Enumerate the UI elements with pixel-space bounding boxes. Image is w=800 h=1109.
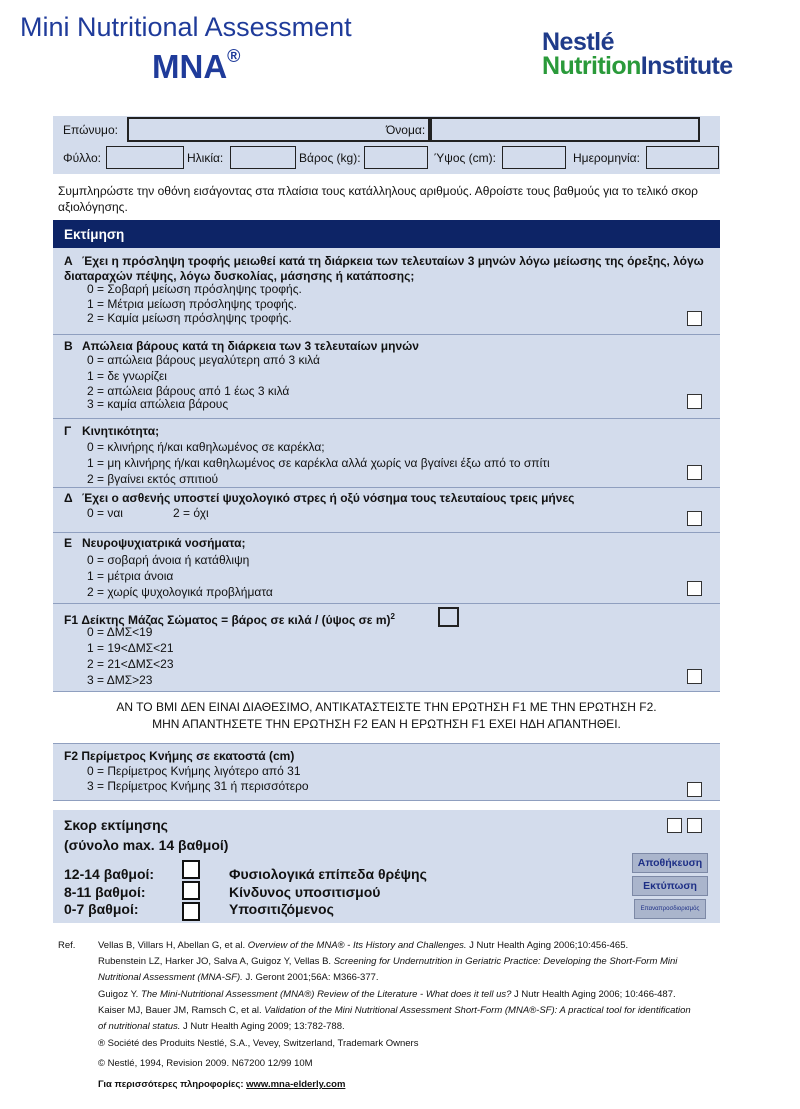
date-label: Ημερομηνία: <box>573 151 640 165</box>
question-title: Ε Νευροψυχιατρικά νοσήματα; <box>64 536 246 550</box>
page-title: Mini Nutritional Assessment <box>20 12 352 42</box>
copyright-line: © Nestlé, 1994, Revision 2009. N67200 12/99 10M <box>98 1058 313 1069</box>
sex-label: Φύλλο: <box>63 151 101 165</box>
option: 2 = απώλεια βάρους από 1 έως 3 κιλά <box>87 384 290 398</box>
save-button[interactable]: Αποθήκευση <box>632 853 708 873</box>
reference-line: Kaiser MJ, Bauer JM, Ramsch C, et al. Validation of the Mini Nutritional Assessment Short-Form (MNA®-SF): A practical tool for identification <box>98 1005 691 1016</box>
option: 0 = απώλεια βάρους μεγαλύτερη από 3 κιλά <box>87 353 320 367</box>
more-info: Για περισσότερες πληροφορίες: www.mna-elderly.com <box>98 1079 346 1090</box>
option: 0 = Σοβαρή μείωση πρόσληψης τροφής. <box>87 282 302 296</box>
reference-line: Vellas B, Villars H, Abellan G, et al. Overview of the MNA® - Its History and Challenges. J Nutr Health Aging 2006;10:456-465. <box>98 940 629 951</box>
score-input-f1[interactable] <box>687 669 702 684</box>
option: 0 = Περίμετρος Κνήμης λιγότερο από 31 <box>87 764 301 778</box>
normal-box[interactable] <box>182 860 200 879</box>
score-input-b[interactable] <box>687 394 702 409</box>
sex-field[interactable] <box>106 146 184 169</box>
surname-field[interactable] <box>127 117 430 142</box>
reference-line: Rubenstein LZ, Harker JO, Salva A, Guigoz Y, Vellas B. Screening for Undernutrition in Geriatric Practice: Developing the Short-Form Mini <box>98 956 678 967</box>
print-button[interactable]: Εκτύπωση <box>632 876 708 896</box>
section-header: Εκτίμηση <box>53 220 720 248</box>
question-f2 <box>53 743 720 801</box>
mna-title: MNA® <box>152 46 241 85</box>
surname-label: Επώνυμο: <box>63 123 118 137</box>
option: 3 = Περίμετρος Κνήμης 31 ή περισσότερο <box>87 779 309 793</box>
status-label: Υποσιτιζόμενος <box>229 901 334 917</box>
patient-info-panel <box>53 116 720 174</box>
option: 1 = δε γνωρίζει <box>87 369 167 383</box>
malnourished-box[interactable] <box>182 902 200 921</box>
option: 2 = Καμία μείωση πρόσληψης τροφής. <box>87 311 292 325</box>
option: 1 = 19<ΔΜΣ<21 <box>87 641 174 655</box>
score-input-e[interactable] <box>687 581 702 596</box>
age-field[interactable] <box>230 146 296 169</box>
ref-label: Ref. <box>58 940 76 951</box>
question-e <box>53 533 720 604</box>
reference-line: of nutritional status. J Nutr Health Aging 2009; 13:782-788. <box>98 1021 345 1032</box>
option: 3 = καμία απώλεια βάρους <box>87 397 229 411</box>
logo-line1: Nestlé <box>542 28 615 56</box>
score-input-d[interactable] <box>687 511 702 526</box>
instructions: Συμπληρώστε την οθόνη εισάγοντας στα πλαίσια τους κατάλληλους αριθμούς. Αθροίστε τους βαθμούς για το τελικό σκορ αξιολόγησης. <box>58 184 698 214</box>
option: 2 = όχι <box>173 506 209 520</box>
option: 0 = ΔΜΣ<19 <box>87 625 153 639</box>
score-input-g[interactable] <box>687 465 702 480</box>
score-input-f2[interactable] <box>687 782 702 797</box>
range-label: 8-11 βαθμοί: <box>64 884 146 900</box>
nestle-logo <box>542 30 733 78</box>
option: 2 = βγαίνει εκτός σπιτιού <box>87 472 219 486</box>
score-panel <box>53 810 720 923</box>
option: 2 = χωρίς ψυχολογικά προβλήματα <box>87 585 273 599</box>
option: 1 = Μέτρια μείωση πρόσληψης τροφής. <box>87 297 297 311</box>
status-label: Φυσιολογικά επίπεδα θρέψης <box>229 866 427 882</box>
reset-button[interactable]: Επαναπροσδιορισμός <box>634 899 706 919</box>
question-g <box>53 419 720 488</box>
option: 0 = κλινήρης ή/και καθηλωμένος σε καρέκλα; <box>87 440 325 454</box>
score-subtitle: (σύνολο max. 14 βαθμοί) <box>64 837 229 853</box>
question-f1 <box>53 604 720 692</box>
name-label: Όνομα: <box>386 123 426 137</box>
question-b <box>53 335 720 419</box>
website-link[interactable]: www.mna-elderly.com <box>246 1079 346 1090</box>
logo-line2: NutritionInstitute <box>542 52 733 80</box>
f2-note-line2: ΜΗΝ ΑΠΑΝΤΗΣΕΤΕ ΤΗΝ ΕΡΩΤΗΣΗ F2 ΕΑΝ Η ΕΡΩΤΗΣΗ F1 ΕΧΕΙ ΗΔΗ ΑΠΑΝΤΗΘΕΙ. <box>152 717 621 731</box>
question-title: F2 Περίμετρος Κνήμης σε εκατοστά (cm) <box>64 749 295 763</box>
reference-line: Guigoz Y. The Mini-Nutritional Assessment (MNA®) Review of the Literature - What does it tell us? J Nutr Health Aging 2006; 10:466-487. <box>98 989 676 1000</box>
range-label: 12-14 βαθμοί: <box>64 866 155 882</box>
weight-label: Βάρος (kg): <box>299 151 361 165</box>
f2-note-line1: ΑΝ ΤΟ BMI ΔΕΝ ΕΙΝΑΙ ΔΙΑΘΕΣΙΜΟ, ΑΝΤΙΚΑΤΑΣΤΕΙΣΤΕ ΤΗΝ ΕΡΩΤΗΣΗ F1 ΜΕ ΤΗΝ ΕΡΩΤΗΣΗ F2. <box>116 700 657 714</box>
bmi-input[interactable] <box>438 607 459 627</box>
risk-box[interactable] <box>182 881 200 900</box>
score-input-a[interactable] <box>687 311 702 326</box>
range-label: 0-7 βαθμοί: <box>64 901 139 917</box>
question-title: Β Απώλεια βάρους κατά τη διάρκεια των 3 τελευταίων μηνών <box>64 339 419 353</box>
question-title: Γ Κινητικότητα; <box>64 424 160 438</box>
trademark-line: ® Société des Produits Nestlé, S.A., Vevey, Switzerland, Trademark Owners <box>98 1038 419 1049</box>
option: 0 = ναι <box>87 506 123 520</box>
question-title: Α Έχει η πρόσληψη τροφής μειωθεί κατά τη διάρκεια των τελευταίων 3 μηνών λόγω μείωσης της όρεξης, λόγω διαταραχών πέψης, λόγω δυσκολίας, μάσησης ή κατάποσης; <box>64 254 704 283</box>
option: 1 = μη κλινήρης ή/και καθηλωμένος σε καρέκλα αλλά χωρίς να βγαίνει έξω από το σπίτι <box>87 456 550 470</box>
score-total-box-2[interactable] <box>687 818 702 833</box>
weight-field[interactable] <box>364 146 428 169</box>
question-title: F1 Δείκτης Μάζας Σώματος = βάρος σε κιλά / (ύψος σε m)$^2$ <box>64 612 395 627</box>
score-total-box-1[interactable] <box>667 818 682 833</box>
option: 0 = σοβαρή άνοια ή κατάθλιψη <box>87 553 250 567</box>
height-field[interactable] <box>502 146 566 169</box>
question-title: Δ Έχει ο ασθενής υποστεί ψυχολογικό στρες ή οξύ νόσημα τους τελευταίους τρεις μήνες <box>64 491 575 505</box>
question-a <box>53 248 720 335</box>
question-d <box>53 488 720 533</box>
age-label: Ηλικία: <box>187 151 224 165</box>
date-field[interactable] <box>646 146 719 169</box>
option: 2 = 21<ΔΜΣ<23 <box>87 657 174 671</box>
option: 3 = ΔΜΣ>23 <box>87 673 153 687</box>
name-field[interactable] <box>430 117 700 142</box>
height-label: Ύψος (cm): <box>434 151 496 165</box>
reference-line: Nutritional Assessment (MNA-SF). J. Geront 2001;56A: M366-377. <box>98 972 379 983</box>
option: 1 = μέτρια άνοια <box>87 569 174 583</box>
score-title: Σκορ εκτίμησης <box>64 817 168 833</box>
status-label: Κίνδυνος υποσιτισμού <box>229 884 381 900</box>
